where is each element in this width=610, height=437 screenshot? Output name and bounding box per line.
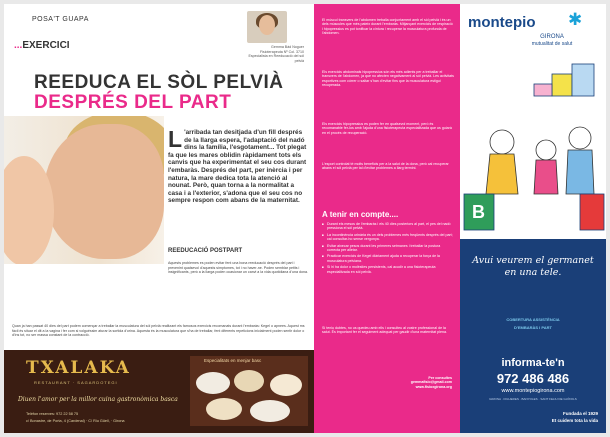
author-photo <box>247 11 287 43</box>
svg-text:B: B <box>472 202 485 222</box>
mother-baby-photo <box>4 116 164 264</box>
montepio-phone[interactable]: 972 486 486 <box>496 371 570 386</box>
contact-title: Per consultes <box>428 376 452 380</box>
food-photo <box>190 356 308 426</box>
contact-email[interactable]: gemmafisio@gmail.com <box>410 380 452 385</box>
montepio-cities: GIRONA · FIGUERES · BANYOLES · SANT FELIU DE GUÍXOLS <box>489 397 577 401</box>
tip-item: ■ Evitar aixecar pesos durant les primeres setmanes i treballar la postura correcta per alletar. <box>322 244 454 253</box>
montepio-contact-panel <box>460 351 606 433</box>
txalaka-advert <box>4 350 314 433</box>
montepio-city: GIRONA <box>540 34 564 40</box>
food-title: Especialitats en menjar basc <box>204 358 262 363</box>
txalaka-brand-sub: RESTAURANT · SAGARDOTEGI <box>34 380 118 385</box>
body-paragraph-2: Quan ja han passat 40 dies del part podem començar a treballar la musculatura del sòl pelvià realitzant els famosos exercicis recomanats durant l'embaràs: Kegel o apnees. Aquest ms fàcil és situar el dit a la vagina i fer com si volguéssim aturar la sortida d'orina. Aquesta és la musculatura que s'ha de treballar, fent diferents repeticions inicialment poden sentir dolor o d'ins tot, no ser massa constant de la contracció. <box>12 324 305 337</box>
body-paragraph-1: Aquests problemes es poden evitar fent una bona reeducació després del part i prevenint qualsevol d'aquests símptomes, tot i no haver-ne. Poden semblar petits i insignificants, però a la llarga poden ocasionar un canvi a la vida quotidiana d'una dona. <box>168 261 308 274</box>
montepio-web[interactable]: www.montepiogirona.com <box>501 388 565 394</box>
right-paragraph-5: Si teniu dubtes, no us quedeu amb ells i consulteu al vostre professional de la salut. És important fer el seguiment adequat per gaudir d'una maternitat plena. <box>322 326 447 335</box>
tip-item: ■ Si hi ha dolor o molèsties persistents, cal acudir a una fisioterapeuta especialitzada en sòl pelvià. <box>322 265 454 274</box>
children-drawing <box>460 54 606 234</box>
category-dots: ... <box>14 40 23 51</box>
txalaka-phone: Telèfon reserves: 972 22 58 75 <box>26 412 79 416</box>
article-title-line1: REEDUCA EL SÒL PELVIÀ <box>34 72 284 93</box>
tip-item: ■ Practicar exercicis de Kegel diàriament ajuda a recuperar la força de la musculatura pelviana. <box>322 254 454 263</box>
coverage-line2: D'EMBARÀS I PART <box>514 325 552 330</box>
article-title-line2: DESPRÉS DEL PART <box>34 92 232 113</box>
txalaka-tagline: Diuen l'amor per la millor cuina gastronòmica basca <box>18 396 178 403</box>
right-paragraph-1: El múscul transvers de l'abdomen treballa conjuntament amb el sòl pelvià i és un dels múscules que més pateix durant l'embaràs. Mitjançant exercicis de respiració i hipopressius es pot tonificar la cintura i recuperar la musculatura profunda de l'abdomen. <box>322 18 453 36</box>
category-heading <box>14 40 70 51</box>
founded-line1: Fundada el 1929 <box>562 411 598 416</box>
section-subhead: REEDUCACIÓ POSTPART <box>168 248 243 254</box>
montepio-tagline: mutualitat de salut <box>531 41 573 47</box>
montepio-slogan: Avui veurem el germanet en una tele. <box>472 255 594 278</box>
right-paragraph-2: Els exercicis abdominals hipopressius són els més adients per a treballar el transvers de l'abdomen, ja que no afecten negativament al sòl pelvià. Les activitats esportives com córrer o saltar s'han d'evitar fins que la musculatura estigui recuperada. <box>322 70 454 88</box>
info-title: informa-te'n <box>501 357 565 369</box>
lead-text: 'arribada tan desitjada d'un fill després de la llarga espera, l'adaptació del nadó dins la família, l'esgotament... Tot plegat fa que les mares oblidin ràpidament tots els canvis que ha experimentat el seu cos durant l'embaràs. Després del part, per inèrcia i per natura, la mare dedica tota la atenció al nounat. Però, quan torna a la normalitat a casa i a l'exterior, s'adona que el seu cos no sempre respon com abans de la maternitat. <box>168 129 307 205</box>
star-icon: ✱ <box>568 10 583 29</box>
txalaka-brand: TXALAKA <box>26 358 131 378</box>
magenta-column <box>314 4 460 433</box>
montepio-advert <box>460 4 606 433</box>
montepio-slogan-panel <box>460 239 606 351</box>
montepio-logo: montepio <box>468 14 536 31</box>
coverage-line1: COBERTURA ASSISTÈNCIA <box>506 317 560 322</box>
tips-heading: A tenir en compte.... <box>322 210 399 219</box>
drop-cap: L <box>168 126 183 152</box>
contact-web[interactable]: www.fisioxgirona.org <box>415 384 452 389</box>
txalaka-address: c/ Bonastre, de Porta, 4 (Cardenal) · C/ Riu Güell, · Girona <box>26 419 125 423</box>
contact-block <box>394 376 452 389</box>
right-paragraph-4: L'esport controlat té molts beneficis per a la salut de la dona, però cal recuperar abans el sòl pelvià per tal d'evitar problemes a llarg termini. <box>322 162 449 171</box>
author-credit: Gemma Bàd Noguer Fisioterapeuta Nº Col. 3710 Especialista en Reeducació del sòl pelvià <box>248 45 304 63</box>
category-label: EXERCICI <box>22 40 70 51</box>
tips-list <box>322 222 454 276</box>
lead-paragraph <box>168 126 308 205</box>
tip-item: ■ Durant els mesos de l'embaràs i els 40 dies posteriors al part, el pes del nadó pressiona el sòl pelvià. <box>322 222 454 231</box>
left-page <box>4 4 314 433</box>
tip-item: ■ La incontinència urinària és un dels problemes més freqüents després del part; cal consultar-ho sense vergonya. <box>322 233 454 242</box>
section-tag: POSA'T GUAPA <box>32 16 89 23</box>
founded-line2: Et cuidem tota la vida <box>551 418 598 423</box>
right-paragraph-3: Els exercicis hipopressius es poden fer en qualsevol moment, però és recomanable fer-los amb l'ajuda d'una fisioterapeuta especialitzada que us guiarà en el procés de recuperació. <box>322 122 452 135</box>
